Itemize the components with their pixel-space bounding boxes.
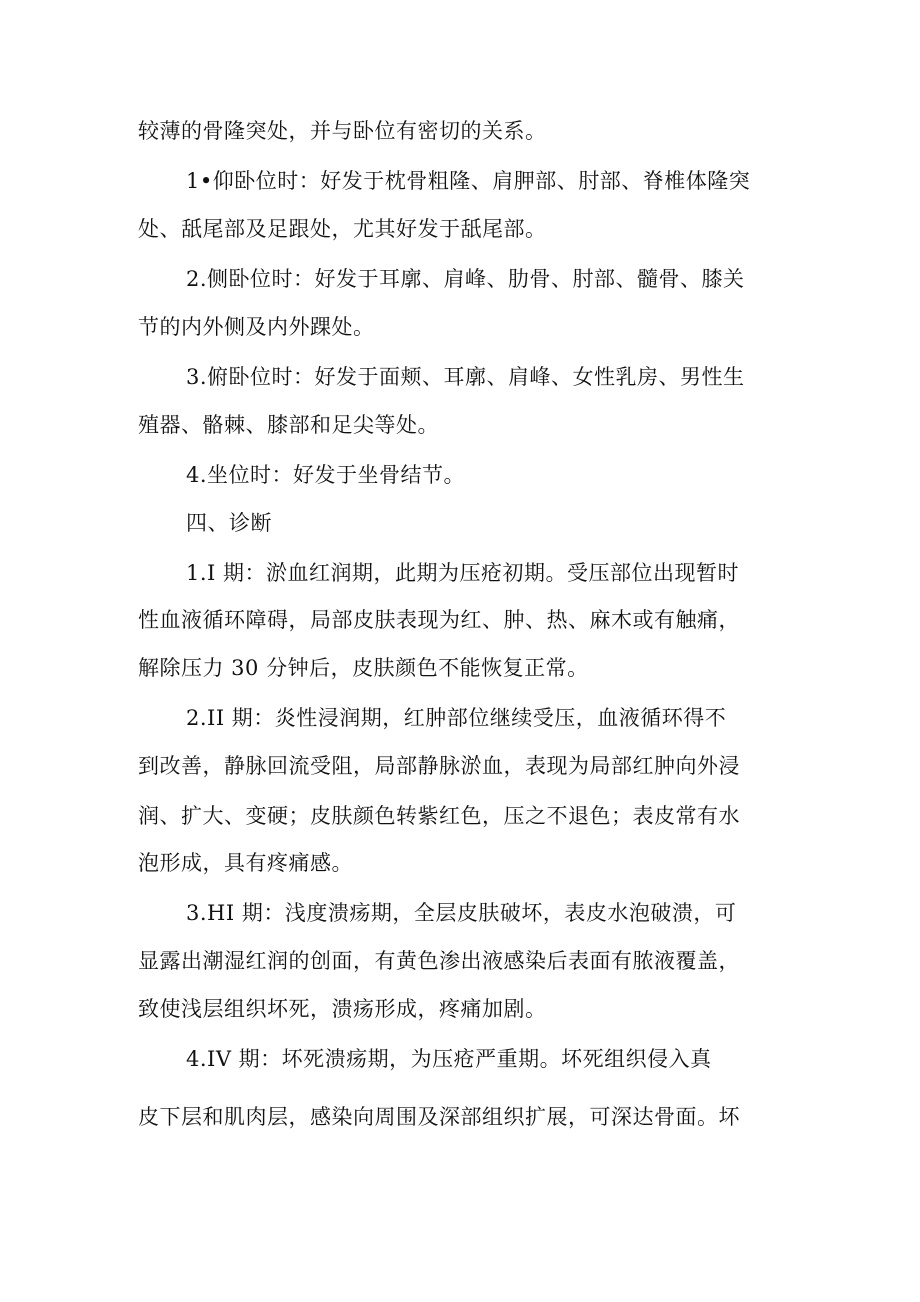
text-line: 性血液循环障碍，局部皮肤表现为红、肿、热、麻木或有触痛， [138, 608, 740, 632]
text-line: 润、扩大、变硬；皮肤颜色转紫红色，压之不退色；表皮常有水 [138, 804, 740, 828]
text-line: 1.I 期：淤血红润期，此期为压疮初期。受压部位出现暂时 [186, 561, 740, 585]
text-line: 殖器、骼棘、膝部和足尖等处。 [138, 413, 439, 437]
text-line: 4.IV 期：坏死溃疡期，为压疮严重期。坏死组织侵入真 [186, 1047, 712, 1071]
text-line: 2.II 期：炎性浸润期，红肿部位继续受压，血液循环得不 [186, 706, 727, 730]
text-line: 致使浅层组织坏死，溃疡形成，疼痛加剧。 [138, 997, 547, 1021]
text-line: 显露出潮湿红润的创面，有黄色渗出液感染后表面有脓液覆盖， [138, 949, 740, 973]
text-line: 解除压力 30 分钟后，皮肤颜色不能恢复正常。 [138, 656, 589, 680]
text-line: 较薄的骨隆突处，并与卧位有密切的关系。 [138, 119, 547, 143]
text-line: 2.侧卧位时：好发于耳廓、肩峰、肋骨、肘部、髓骨、膝关 [186, 267, 745, 291]
text-line: 4.坐位时：好发于坐骨结节。 [186, 463, 466, 487]
text-line: 泡形成，具有疼痛感。 [138, 851, 353, 875]
text-line: 处、舐尾部及足跟处，尤其好发于舐尾部。 [138, 217, 547, 241]
text-line: 节的内外侧及内外踝处。 [138, 315, 375, 339]
text-line: 1•仰卧位时：好发于枕骨粗隆、肩胛部、肘部、脊椎体隆突 [186, 169, 751, 193]
text-line: 3.HI 期：浅度溃疡期，全层皮肤破坏，表皮水泡破溃，可 [186, 901, 737, 925]
text-line: 皮下层和肌肉层，感染向周围及深部组织扩展，可深达骨面。坏 [138, 1105, 740, 1129]
section-heading: 四、诊断 [186, 511, 272, 535]
text-line: 到改善，静脉回流受阻，局部静脉淤血，表现为局部红肿向外浸 [138, 754, 740, 778]
text-line: 3.俯卧位时：好发于面颊、耳廓、肩峰、女性乳房、男性生 [186, 365, 745, 389]
